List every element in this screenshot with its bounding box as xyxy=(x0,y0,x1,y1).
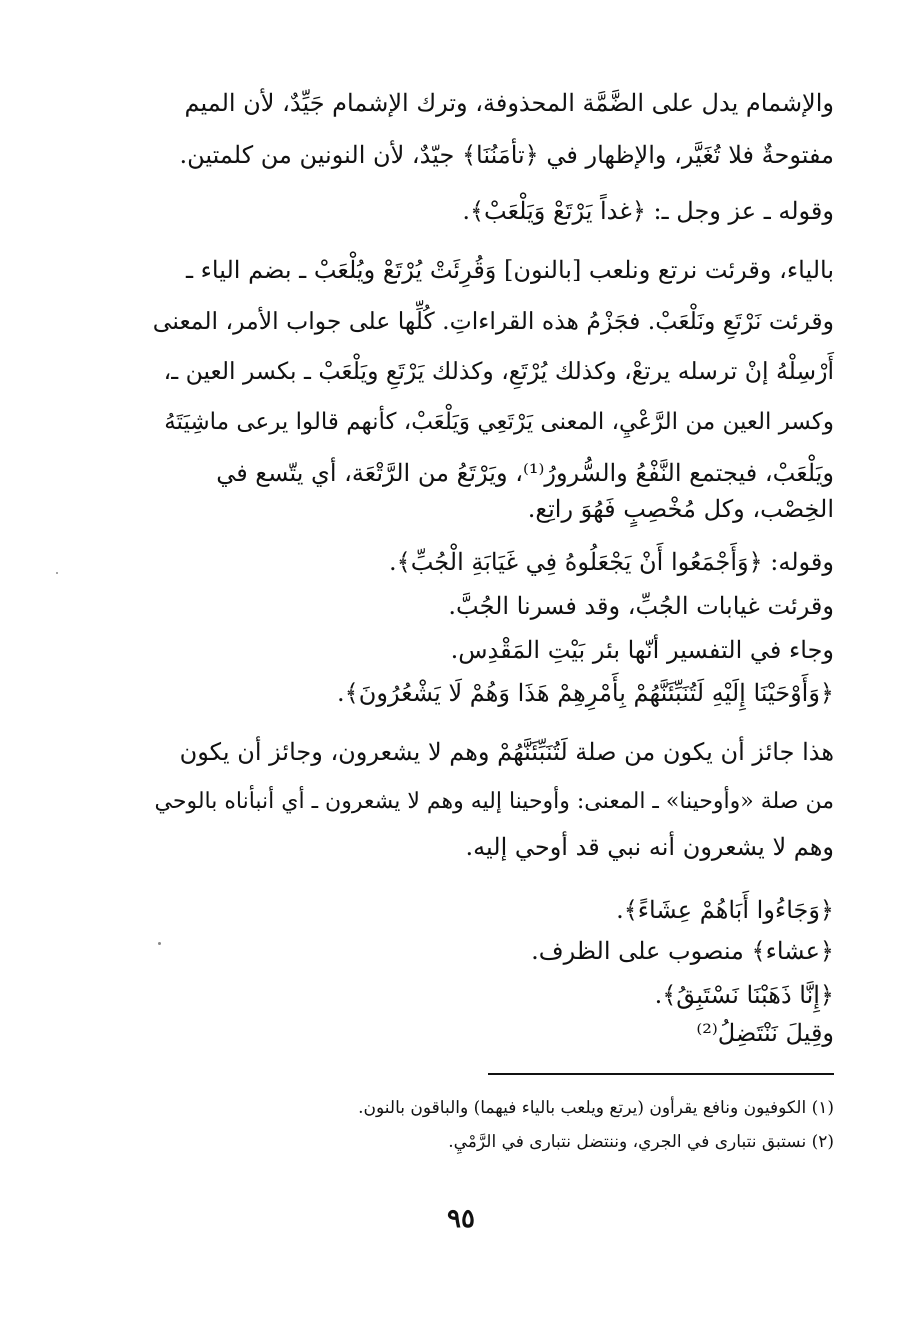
text-line-16: وهم لا يشعرون أنه نبي قد أوحي إليه. xyxy=(465,833,834,861)
text-line-7: وكسر العين من الرَّعْيِ، المعنى يَرْتَعِي وَيَلْعَبْ، كأنهم قالوا يرعى ماشِيَتَهُ xyxy=(164,409,834,435)
scan-speck xyxy=(56,572,58,574)
footnote-1: (١) الكوفيون ونافع يقرأون (يرتع ويلعب بالياء فيهما) والباقون بالنون. xyxy=(358,1098,834,1118)
footnote-2: (٢) نستبق نتبارى في الجري، وننتضل نتبارى في الرَّمْيِ. xyxy=(448,1132,834,1152)
text-line-13: ﴿وَأَوْحَيْنَا إِلَيْهِ لَتُنَبِّئَنَّهُمْ بِأَمْرِهِمْ هَذَا وَهُمْ لَا يَشْعُرُونَ﴾. xyxy=(337,679,834,707)
page-number: ٩٥ xyxy=(447,1204,475,1234)
text-line-3: وقوله ـ عز وجل ـ: ﴿غداً يَرْتَعْ وَيَلْعَبْ﴾. xyxy=(462,197,834,225)
text-line-12: وجاء في التفسير أنّها بئر بَيْتِ المَقْدِس. xyxy=(450,636,834,664)
text-line-14: هذا جائز أن يكون من صلة لَتُنَبِّئَنَّهُمْ وهم لا يشعرون، وجائز أن يكون xyxy=(179,738,834,766)
text-line-8: ويَلْعَبْ، فيجتمع النَّفْعُ والسُّرورُ⁽¹⁾، ويَرْتَعُ من الرَّتْعَة، أي يتّسع في xyxy=(216,459,834,487)
text-line-19: ﴿إِنَّا ذَهَبْنَا نَسْتَبِقُ﴾. xyxy=(654,981,834,1009)
text-line-5: وقرئت نَرْتَعِ ونَلْعَبْ. فجَزْمُ هذه القراءاتِ. كُلِّها على جواب الأمر، المعنى xyxy=(152,307,834,335)
text-line-15: من صلة «وأوحينا» ـ المعنى: وأوحينا إليه وهم لا يشعرون ـ أي أنبأناه بالوحي xyxy=(154,789,834,814)
text-line-9: الخِصْب، وكل مُخْصِبٍ فَهُوَ راتِع. xyxy=(527,495,834,523)
footnote-divider xyxy=(488,1073,834,1075)
text-line-10: وقوله: ﴿وَأَجْمَعُوا أَنْ يَجْعَلُوهُ فِي غَيَابَةِ الْجُبِّ﴾. xyxy=(389,548,834,576)
text-line-6: أَرْسِلْهُ إنْ ترسله يرتعْ، وكذلك يُرْتَعِ، وكذلك يَرْتَعِ ويَلْعَبْ ـ بكسر العين ـ، xyxy=(163,357,834,385)
text-line-17: ﴿وَجَاءُوا أَبَاهُمْ عِشَاءً﴾. xyxy=(616,896,834,924)
text-line-1: والإشمام يدل على الضَّمَّة المحذوفة، وترك الإشمام جَيِّدٌ، لأن الميم xyxy=(184,89,834,117)
text-line-2: مفتوحةٌ فلا تُغَيَّر، والإظهار في ﴿تأمَنُنَا﴾ جيّدٌ، لأن النونين من كلمتين. xyxy=(179,141,834,169)
text-line-4: بالياء، وقرئت نرتع ونلعب [بالنون] وَقُرِئَتْ يُرْتَعْ ويُلْعَبْ ـ بضم الياء ـ xyxy=(185,256,834,284)
text-line-20: وقِيلَ نَنْتَضِلُ⁽²⁾ xyxy=(696,1019,834,1047)
text-line-18: ﴿عشاء﴾ منصوب على الظرف. xyxy=(531,937,834,965)
scan-speck xyxy=(158,942,161,945)
text-line-11: وقرئت غيابات الجُبِّ، وقد فسرنا الجُبَّ. xyxy=(448,592,834,620)
